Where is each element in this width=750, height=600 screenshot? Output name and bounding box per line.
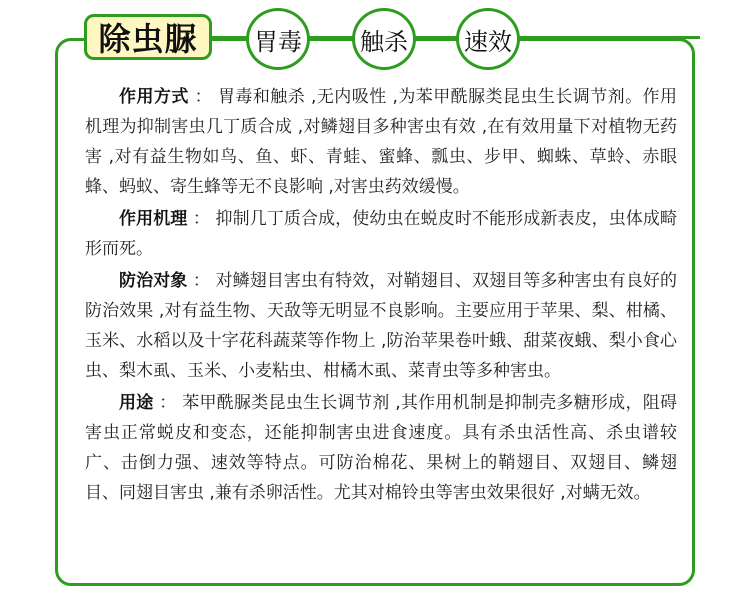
tag-fast-acting: 速效 xyxy=(456,8,520,70)
section-separator: ： xyxy=(153,393,183,413)
section-text: 抑制几丁质合成，使幼虫在蜕皮时不能形成新表皮，虫体成畸形而死。 xyxy=(85,209,678,259)
section-text: 苯甲酰脲类昆虫生长调节剂 ,其作用机制是抑制壳多糖形成，阻碍害虫正常蜕皮和变态，还能抑制害虫进食速度。具有杀虫活性高、杀虫谱较广、击倒力强、速效等特点。可防治棉花、果树上的鞘翅目、双翅目、鳞翅目、同翅目害虫 ,兼有杀卵活性。尤其对棉铃虫等害虫效果很好 ,对螨无效。 xyxy=(85,393,678,503)
section-text: 胃毒和触杀 ,无内吸性 ,为苯甲酰脲类昆虫生长调节剂。作用机理为抑制害虫几丁质合成 ,对鳞翅目多种害虫有效 ,在有效用量下对植物无药害 ,对有益生物如鸟、鱼、虾、青蛙、蜜蜂、瓢虫、步甲、蜘蛛、草蛉、赤眼蜂、蚂蚁、寄生蜂等无不良影响 ,对害虫药效缓慢。 xyxy=(85,87,678,197)
section-text: 对鳞翅目害虫有特效，对鞘翅目、双翅目等多种害虫有良好的防治效果 ,对有益生物、天敌等无明显不良影响。主要应用于苹果、梨、柑橘、玉米、水稻以及十字花科蔬菜等作物上 ,防治苹果卷叶蛾、甜菜夜蛾、梨小食心虫、梨木虱、玉米、小麦粘虫、柑橘木虱、菜青虫等多种害虫。 xyxy=(85,271,678,381)
description-body xyxy=(85,82,677,510)
section-label: 防治对象 xyxy=(119,271,188,291)
section-label: 用途 xyxy=(119,393,154,413)
section-separator: ： xyxy=(188,87,218,107)
section-mechanism xyxy=(85,204,677,264)
tag-contact-kill: 触杀 xyxy=(352,8,416,70)
section-uses xyxy=(85,388,677,508)
product-title-box xyxy=(84,14,212,60)
section-separator: ： xyxy=(187,209,216,229)
section-mode-of-action xyxy=(85,82,677,202)
tag-stomach-poison: 胃毒 xyxy=(246,8,310,70)
product-title: 除虫脲 xyxy=(98,20,198,58)
section-targets xyxy=(85,266,677,386)
section-label: 作用方式 xyxy=(119,87,189,107)
section-label: 作用机理 xyxy=(119,209,188,229)
section-separator: ： xyxy=(187,271,216,291)
